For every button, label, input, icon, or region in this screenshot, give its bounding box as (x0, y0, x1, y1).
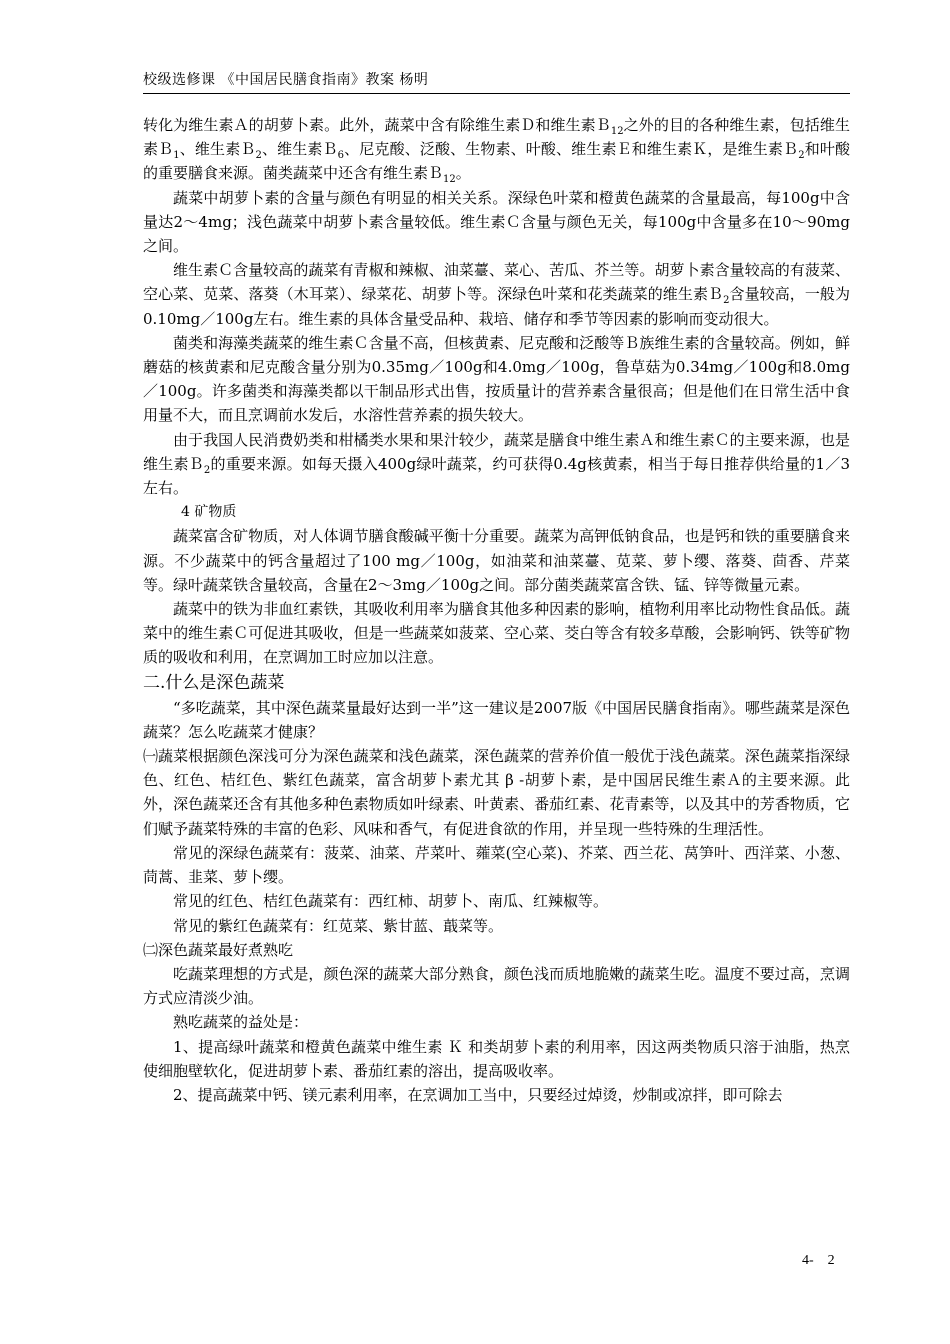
paragraph-intro-quote: “多吃蔬菜，其中深色蔬菜量最好达到一半”这一建议是2007版《中国居民膳食指南》。哪些蔬菜是深色蔬菜？怎么吃蔬菜才健康？ (143, 698, 850, 741)
section-heading: 二.什么是深色蔬菜 (143, 672, 285, 693)
paragraph-iron: 蔬菜中的铁为非血红素铁，其吸收利用率为膳食其他多种因素的影响，植物利用率比动物性食品低。蔬菜中的维生素Ｃ可促进其吸收，但是一些蔬菜如菠菜、空心菜、茭白等含有较多草酸，会影响钙、铁等矿物质的吸收和利用，在烹调加工时应加以注意。 (143, 600, 850, 667)
header-rule (143, 93, 850, 94)
running-header: 校级选修课 《中国居民膳食指南》教案 杨明 (143, 72, 429, 88)
paragraph-main-source: 由于我国人民消费奶类和柑橘类水果和果汁较少，蔬菜是膳食中维生素Ａ和维生素Ｃ的主要来源，也是维生素Ｂ$_2$的重要来源。如每天摄入400g绿叶蔬菜，约可获得0.4g核黄素，相当于每日推荐供给量的1／3左右。 (143, 430, 850, 498)
subheading-minerals: 4 矿物质 (181, 504, 237, 521)
paragraph-red-orange-list: 常见的红色、桔红色蔬菜有：西红柿、胡萝卜、南瓜、红辣椒等。 (173, 892, 609, 911)
paragraph-minerals: 蔬菜富含矿物质，对人体调节膳食酸碱平衡十分重要。蔬菜为高钾低钠食品，也是钙和铁的重要膳食来源。不少蔬菜中的钙含量超过了100 mg／100g，如油菜和油菜薹、苋菜、萝卜缨、落葵、茴香、芹菜等。绿叶蔬菜铁含量较高，含量在2～3mg／100g之间。部分菌类蔬菜富含铁、锰、锌等微量元素。 (143, 527, 850, 594)
paragraph-fungi-algae: 菌类和海藻类蔬菜的维生素Ｃ含量不高，但核黄素、尼克酸和泛酸等Ｂ族维生素的含量较高。例如，鲜蘑菇的核黄素和尼克酸含量分别为0.35mg／100g和4.0mg／100g，鲁草菇为0.34mg／100g和8.0mg／100g。许多菌类和海藻类都以干制品形式出售，按质量计的营养素含量很高；但是他们在日常生活中食用量不大，而且烹调前水发后，水溶性营养素的损失较大。 (143, 333, 850, 425)
paragraph-vitamins-list: 转化为维生素Ａ的胡萝卜素。此外，蔬菜中含有除维生素Ｄ和维生素Ｂ$_{12}$之外的目的各种维生素，包括维生素Ｂ$_1$、维生素Ｂ$_2$、维生素Ｂ$_6$、尼克酸、泛酸、生物素、叶酸、维生素Ｅ和维生素Ｋ，是维生素Ｂ$_2$和叶酸的重要膳食来源。菌类蔬菜中还含有维生素Ｂ$_{12}$。 (143, 116, 850, 186)
paragraph-carotene: 蔬菜中胡萝卜素的含量与颜色有明显的相关关系。深绿色叶菜和橙黄色蔬菜的含量最高，每100g中含量达2～4mg；浅色蔬菜中胡萝卜素含量较低。维生素Ｃ含量与颜色无关，每100g中含量多在10～90mg之间。 (143, 188, 850, 256)
paragraph-ideal-eating: 吃蔬菜理想的方式是，颜色深的蔬菜大部分熟食，颜色浅而质地脆嫩的蔬菜生吃。温度不要过高，烹调方式应清淡少油。 (143, 964, 850, 1008)
list-item-benefit-2: 2、提高蔬菜中钙、镁元素利用率，在烹调加工当中，只要经过焯烫，炒制或凉拌，即可除去 (173, 1085, 783, 1104)
paragraph-dark-green-list: 常见的深绿色蔬菜有：菠菜、油菜、芹菜叶、蕹菜(空心菜)、芥菜、西兰花、莴笋叶、西洋菜、小葱、茼蒿、韭菜、萝卜缨。 (143, 843, 850, 887)
paragraph-benefits-intro: 熟吃蔬菜的益处是： (173, 1013, 309, 1032)
paragraph-purple-red-list: 常见的紫红色蔬菜有：红苋菜、紫甘蓝、蕺菜等。 (173, 916, 504, 935)
paragraph-dark-vegetables: ㈠蔬菜根据颜色深浅可分为深色蔬菜和浅色蔬菜，深色蔬菜的营养价值一般优于浅色蔬菜。深色蔬菜指深绿色、红色、桔红色、紫红色蔬菜，富含胡萝卜素尤其 β -胡萝卜素，是中国居民维生素Ａ的主要来源。此外，深色蔬菜还含有其他多种色素物质如叶绿素、叶黄素、番茄红素、花青素等，以及其中的芳香物质，它们赋予蔬菜特殊的丰富的色彩、风味和香气，有促进食欲的作用，并呈现一些特殊的生理活性。 (143, 747, 850, 838)
document-body (143, 113, 850, 1107)
paragraph-vitamin-c: 维生素Ｃ含量较高的蔬菜有青椒和辣椒、油菜薹、菜心、苦瓜、芥兰等。胡萝卜素含量较高的有菠菜、空心菜、苋菜、落葵（木耳菜）、绿菜花、胡萝卜等。深绿色叶菜和花类蔬菜的维生素Ｂ$_2$含量较高，一般为0.10mg／100g左右。维生素的具体含量受品种、栽培、储存和季节等因素的影响而变动很大。 (143, 261, 850, 328)
page-number: 4- 2 (802, 1253, 835, 1268)
list-item-benefit-1: 1、提高绿叶蔬菜和橙黄色蔬菜中维生素 Ｋ 和类胡萝卜素的利用率，因这两类物质只溶于油脂，热烹使细胞壁软化，促进胡萝卜素、番茄红素的溶出，提高吸收率。 (143, 1037, 850, 1080)
subheading-cook-dark-vegetables: ㈡深色蔬菜最好煮熟吃 (143, 940, 294, 959)
